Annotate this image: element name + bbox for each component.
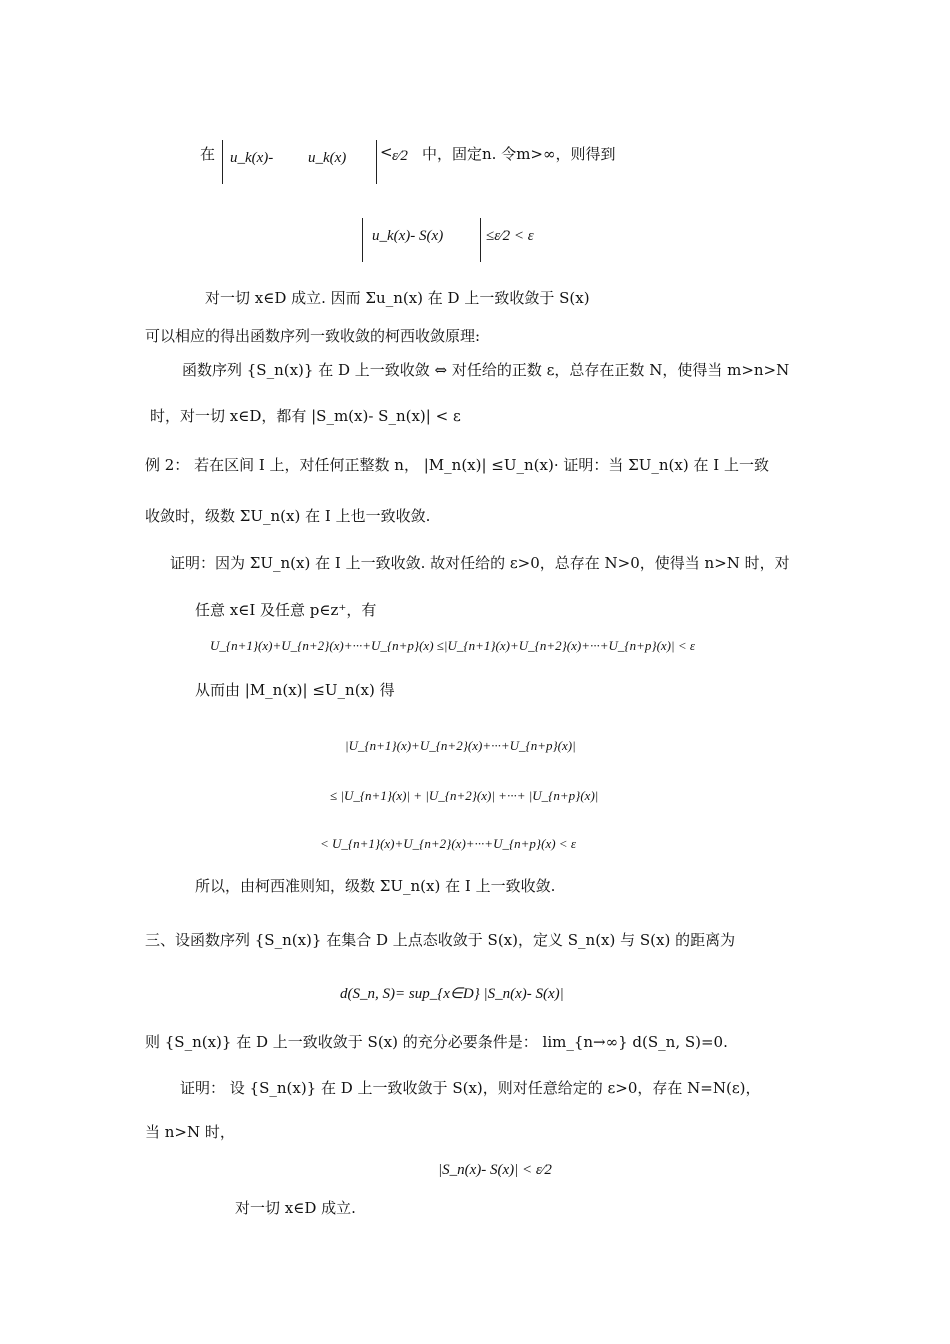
line-1 bbox=[200, 140, 640, 190]
line-1-suffix: 中，固定n. 令m>∞，则得到 bbox=[422, 145, 616, 163]
line-6: 时，对一切 x∈D，都有 |S_m(x)- S_n(x)| < ε bbox=[150, 407, 461, 425]
line-9: 证明：因为 ΣU_n(x) 在 I 上一致收敛. 故对任给的 ε>0，总存在 N>0，使得当 n>N 时，对 bbox=[170, 554, 790, 572]
line-4: 可以相应的得出函数序列一致收敛的柯西收敛原理: bbox=[145, 327, 481, 345]
line-19: 则 {S_n(x)} 在 D 上一致收敛于 S(x) 的充分必要条件是： lim_{n→∞} d(S_n, S)=0. bbox=[145, 1033, 728, 1051]
line-10: 任意 x∈I 及任意 p∈z⁺，有 bbox=[195, 601, 377, 619]
line-2-rhs: ≤ε⁄2 < ε bbox=[486, 228, 534, 244]
line-15: < U_{n+1}(x)+U_{n+2}(x)+···+U_{n+p}(x) < ε bbox=[320, 836, 576, 851]
abs-bar-right bbox=[376, 140, 377, 184]
line-23: 对一切 x∈D 成立. bbox=[235, 1199, 356, 1217]
abs-bar-right bbox=[480, 218, 481, 262]
line-2 bbox=[362, 218, 582, 268]
line-18: d(S_n, S)= sup_{x∈D} |S_n(x)- S(x)| bbox=[340, 986, 564, 1002]
line-8: 收敛时，级数 ΣU_n(x) 在 I 上也一致收敛. bbox=[145, 507, 431, 525]
line-1-lt: < bbox=[380, 143, 393, 161]
line-13: |U_{n+1}(x)+U_{n+2}(x)+···+U_{n+p}(x)| bbox=[345, 738, 576, 753]
line-16: 所以，由柯西准则知，级数 ΣU_n(x) 在 I 上一致收敛. bbox=[195, 877, 556, 895]
line-1-prefix: 在 bbox=[200, 145, 216, 163]
line-1-frac: ε⁄2 bbox=[392, 148, 408, 164]
line-7: 例 2： 若在区间 I 上，对任何正整数 n， |M_n(x)| ≤U_n(x)· 证明：当 ΣU_n(x) 在 I 上一致 bbox=[145, 456, 769, 474]
line-17: 三、设函数序列 {S_n(x)} 在集合 D 上点态收敛于 S(x)，定义 S_n(x) 与 S(x) 的距离为 bbox=[145, 931, 736, 949]
line-2-expr: u_k(x)- S(x) bbox=[372, 228, 444, 244]
line-1-sum-2: u_k(x) bbox=[308, 150, 347, 166]
abs-bar-left bbox=[362, 218, 363, 262]
line-1-sum-1: u_k(x)- bbox=[230, 150, 274, 166]
line-5: 函数序列 {S_n(x)} 在 D 上一致收敛 ⇔ 对任给的正数 ε，总存在正数 N，使得当 m>n>N bbox=[182, 361, 790, 379]
line-22: |S_n(x)- S(x)| < ε⁄2 bbox=[438, 1162, 552, 1178]
line-3: 对一切 x∈D 成立. 因而 Σu_n(x) 在 D 上一致收敛于 S(x) bbox=[205, 289, 590, 307]
line-14: ≤ |U_{n+1}(x)| + |U_{n+2}(x)| +···+ |U_{n+p}(x)| bbox=[330, 788, 599, 803]
abs-bar-left bbox=[222, 140, 223, 184]
line-21: 当 n>N 时， bbox=[145, 1123, 235, 1141]
line-20: 证明： 设 {S_n(x)} 在 D 上一致收敛于 S(x)，则对任意给定的 ε>0，存在 N=N(ε)， bbox=[180, 1079, 761, 1097]
line-12: 从而由 |M_n(x)| ≤U_n(x) 得 bbox=[195, 681, 395, 699]
line-11: U_{n+1}(x)+U_{n+2}(x)+···+U_{n+p}(x) ≤|U_{n+1}(x)+U_{n+2}(x)+···+U_{n+p}(x)| < ε bbox=[210, 638, 695, 653]
